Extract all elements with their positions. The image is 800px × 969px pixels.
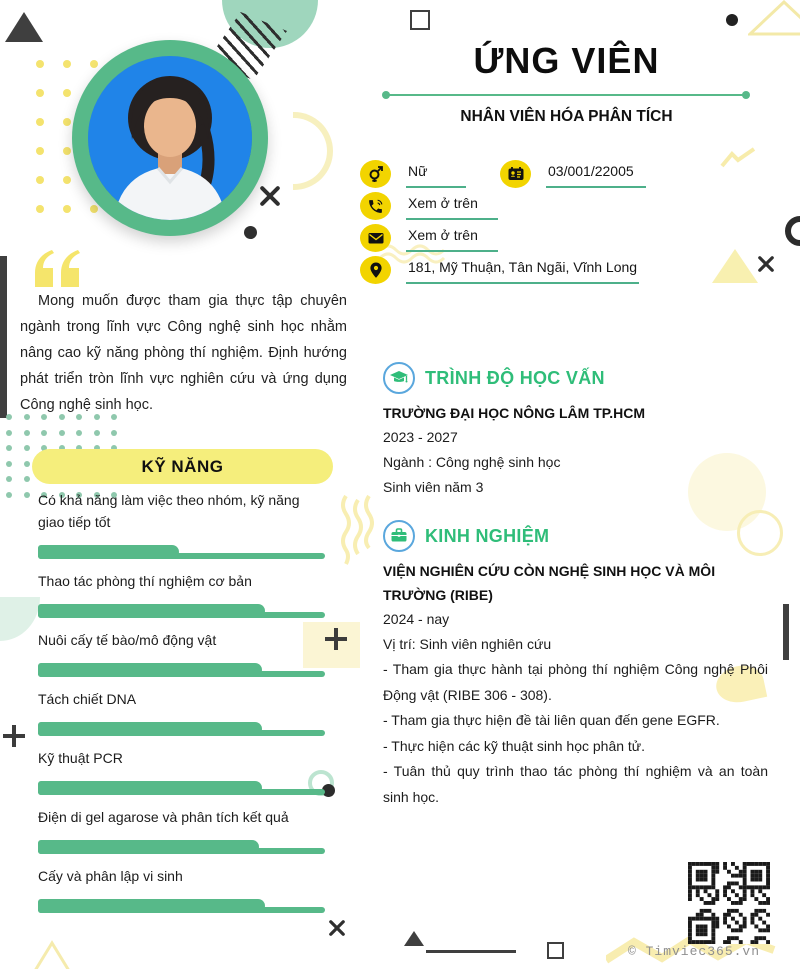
- line-decoration: [426, 950, 516, 953]
- skill-progress-bar: [38, 545, 325, 559]
- dot-decoration: [36, 147, 44, 155]
- triangle-decoration: [712, 249, 758, 283]
- contact-gender: [360, 160, 466, 188]
- quote-icon: [32, 248, 86, 288]
- experience-title: KINH NGHIỆM: [425, 525, 550, 546]
- dot-decoration: [36, 205, 44, 213]
- dot-decoration: [6, 461, 12, 467]
- skills-list: [38, 489, 325, 924]
- dot-decoration: [90, 205, 98, 213]
- skill-item: [38, 489, 325, 559]
- location-icon: [360, 256, 391, 284]
- dot-decoration: [63, 147, 71, 155]
- skill-label: Cấy và phân lập vi sinh: [38, 868, 183, 884]
- zigzag-decoration: [720, 146, 758, 170]
- skill-label: Kỹ thuật PCR: [38, 750, 123, 766]
- skill-item: [38, 806, 325, 854]
- skill-item: [38, 865, 325, 913]
- square-outline-decoration: [547, 942, 564, 959]
- skill-bar-fill: [38, 604, 265, 618]
- job-title: NHÂN VIÊN HÓA PHÂN TÍCH: [460, 108, 673, 125]
- gender-value: Nữ: [406, 160, 466, 188]
- skill-bar-fill: [38, 663, 262, 677]
- experience-header: [383, 520, 768, 552]
- dot-decoration: [24, 476, 30, 482]
- experience-organization: VIỆN NGHIÊN CỨU CÒN NGHỆ SINH HỌC VÀ MÔI TRƯỜNG (RIBE): [383, 563, 716, 603]
- quartercircle-decoration: [0, 597, 40, 641]
- experience-bullet: - Tham gia thực hành tại phòng thí nghiệm Công nghệ Phôi Động vật (RIBE 306 - 308).: [383, 661, 768, 703]
- dot-decoration: [6, 430, 12, 436]
- skill-bar-fill: [38, 840, 259, 854]
- skill-bar-fill: [38, 545, 179, 559]
- dot-decoration: [63, 118, 71, 126]
- skill-progress-bar: [38, 663, 325, 677]
- dot-decoration: [63, 176, 71, 184]
- dot-decoration: [24, 492, 30, 498]
- dot-decoration: [6, 492, 12, 498]
- experience-section: [383, 520, 768, 810]
- experience-bullet: - Tuân thủ quy trình thao tác phòng thí nghiệm và an toàn sinh học.: [383, 763, 768, 805]
- square-outline-decoration: [410, 10, 430, 30]
- dot-decoration: [36, 89, 44, 97]
- triangle-outline-decoration: [748, 0, 800, 36]
- dot-decoration: [59, 430, 65, 436]
- dot-decoration: [24, 445, 30, 451]
- skills-title-label: KỸ NĂNG: [141, 456, 224, 476]
- dot-decoration: [63, 205, 71, 213]
- dot-decoration: [6, 414, 12, 420]
- education-note: Sinh viên năm 3: [383, 479, 484, 495]
- contact-address: [360, 256, 639, 284]
- experience-bullet: - Tham gia thực hiện đề tài liên quan đến gene EGFR.: [383, 712, 720, 728]
- skill-label: Tách chiết DNA: [38, 691, 137, 707]
- gender-icon: [360, 160, 391, 188]
- skill-label: Điện di gel agarose và phân tích kết quả: [38, 809, 289, 825]
- vertical-bar-decoration: [0, 256, 7, 418]
- dot-decoration: [6, 476, 12, 482]
- vertical-bar-decoration: [783, 604, 789, 660]
- education-section: [383, 362, 768, 500]
- triangle-outline-decoration: [20, 940, 84, 969]
- skill-bar-fill: [38, 899, 265, 913]
- id-value: 03/001/22005: [546, 160, 646, 188]
- skill-progress-bar: [38, 604, 325, 618]
- contact-phone: [360, 192, 498, 220]
- watermark-text: © Timviec365.vn: [628, 944, 761, 959]
- contact-id: [500, 160, 646, 188]
- halfring-decoration: [293, 112, 333, 190]
- skill-progress-bar: [38, 899, 325, 913]
- education-header: [383, 362, 768, 394]
- dot-decoration: [24, 461, 30, 467]
- skill-progress-bar: [38, 781, 325, 795]
- skill-item: [38, 629, 325, 677]
- education-title: TRÌNH ĐỘ HỌC VẤN: [425, 367, 605, 388]
- skill-label: Nuôi cấy tế bào/mô động vật: [38, 632, 217, 648]
- dot-decoration: [111, 430, 117, 436]
- skill-progress-bar: [38, 840, 325, 854]
- id-card-icon: [500, 160, 531, 188]
- dot-decoration: [36, 118, 44, 126]
- education-major: Ngành : Công nghệ sinh học: [383, 454, 561, 470]
- dot-decoration: [36, 60, 44, 68]
- dot-decoration: [76, 430, 82, 436]
- experience-period: 2024 - nay: [383, 611, 450, 627]
- phone-value: Xem ở trên: [406, 192, 498, 220]
- dot-decoration: [63, 60, 71, 68]
- education-school: TRƯỜNG ĐẠI HỌC NÔNG LÂM TP.HCM: [383, 405, 646, 421]
- experience-position: Vị trí: Sinh viên nghiên cứu: [383, 636, 552, 652]
- skill-label: Thao tác phòng thí nghiệm cơ bản: [38, 573, 252, 589]
- address-value: 181, Mỹ Thuận, Tân Ngãi, Vĩnh Long: [406, 256, 639, 284]
- skill-progress-bar: [38, 722, 325, 736]
- dot-decoration: [244, 226, 257, 239]
- dot-decoration: [94, 430, 100, 436]
- briefcase-icon: [383, 520, 415, 552]
- dot-decoration: [63, 89, 71, 97]
- profile-photo: [88, 56, 252, 220]
- dot-decoration: [90, 60, 98, 68]
- mail-icon: [360, 224, 391, 252]
- triangle-decoration: [404, 931, 424, 946]
- qr-code: [688, 862, 770, 944]
- skill-item: [38, 688, 325, 736]
- dot-decoration: [6, 445, 12, 451]
- triangle-decoration: [5, 12, 43, 42]
- x-mark-decoration: [258, 184, 282, 208]
- dot-decoration: [24, 430, 30, 436]
- page-title: ỨNG VIÊN: [473, 40, 660, 81]
- dot-decoration: [36, 176, 44, 184]
- contact-email: [360, 224, 498, 252]
- experience-bullet: - Thực hiện các kỹ thuật sinh học phân tử.: [383, 737, 646, 754]
- skill-bar-fill: [38, 722, 262, 736]
- avatar: [72, 40, 268, 236]
- experience-bullets: [383, 657, 768, 810]
- skill-item: [38, 570, 325, 618]
- skill-item: [38, 747, 325, 795]
- dot-decoration: [41, 430, 47, 436]
- career-objective: Mong muốn được tham gia thực tập chuyên ngành trong lĩnh vực Công nghệ sinh học nhằm nâng cao kỹ năng phòng thí nghiệm. Định hướng phát triển tròn lĩnh vực nghiên cứu và ứng dụng Công nghệ sinh học.: [20, 293, 347, 413]
- education-period: 2023 - 2027: [383, 429, 458, 445]
- email-value: Xem ở trên: [406, 224, 498, 252]
- x-mark-decoration: [756, 254, 775, 273]
- wavy-lines-decoration: [340, 494, 374, 566]
- graduation-cap-icon: [383, 362, 415, 394]
- skills-section-title: [32, 449, 333, 484]
- arc-decoration: [785, 216, 800, 246]
- skill-bar-fill: [38, 781, 262, 795]
- dot-decoration: [726, 14, 738, 26]
- x-mark-decoration: [327, 918, 346, 937]
- skill-label: Có khả năng làm việc theo nhóm, kỹ năng giao tiếp tốt: [38, 492, 300, 530]
- phone-icon: [360, 192, 391, 220]
- title-divider: [384, 94, 748, 96]
